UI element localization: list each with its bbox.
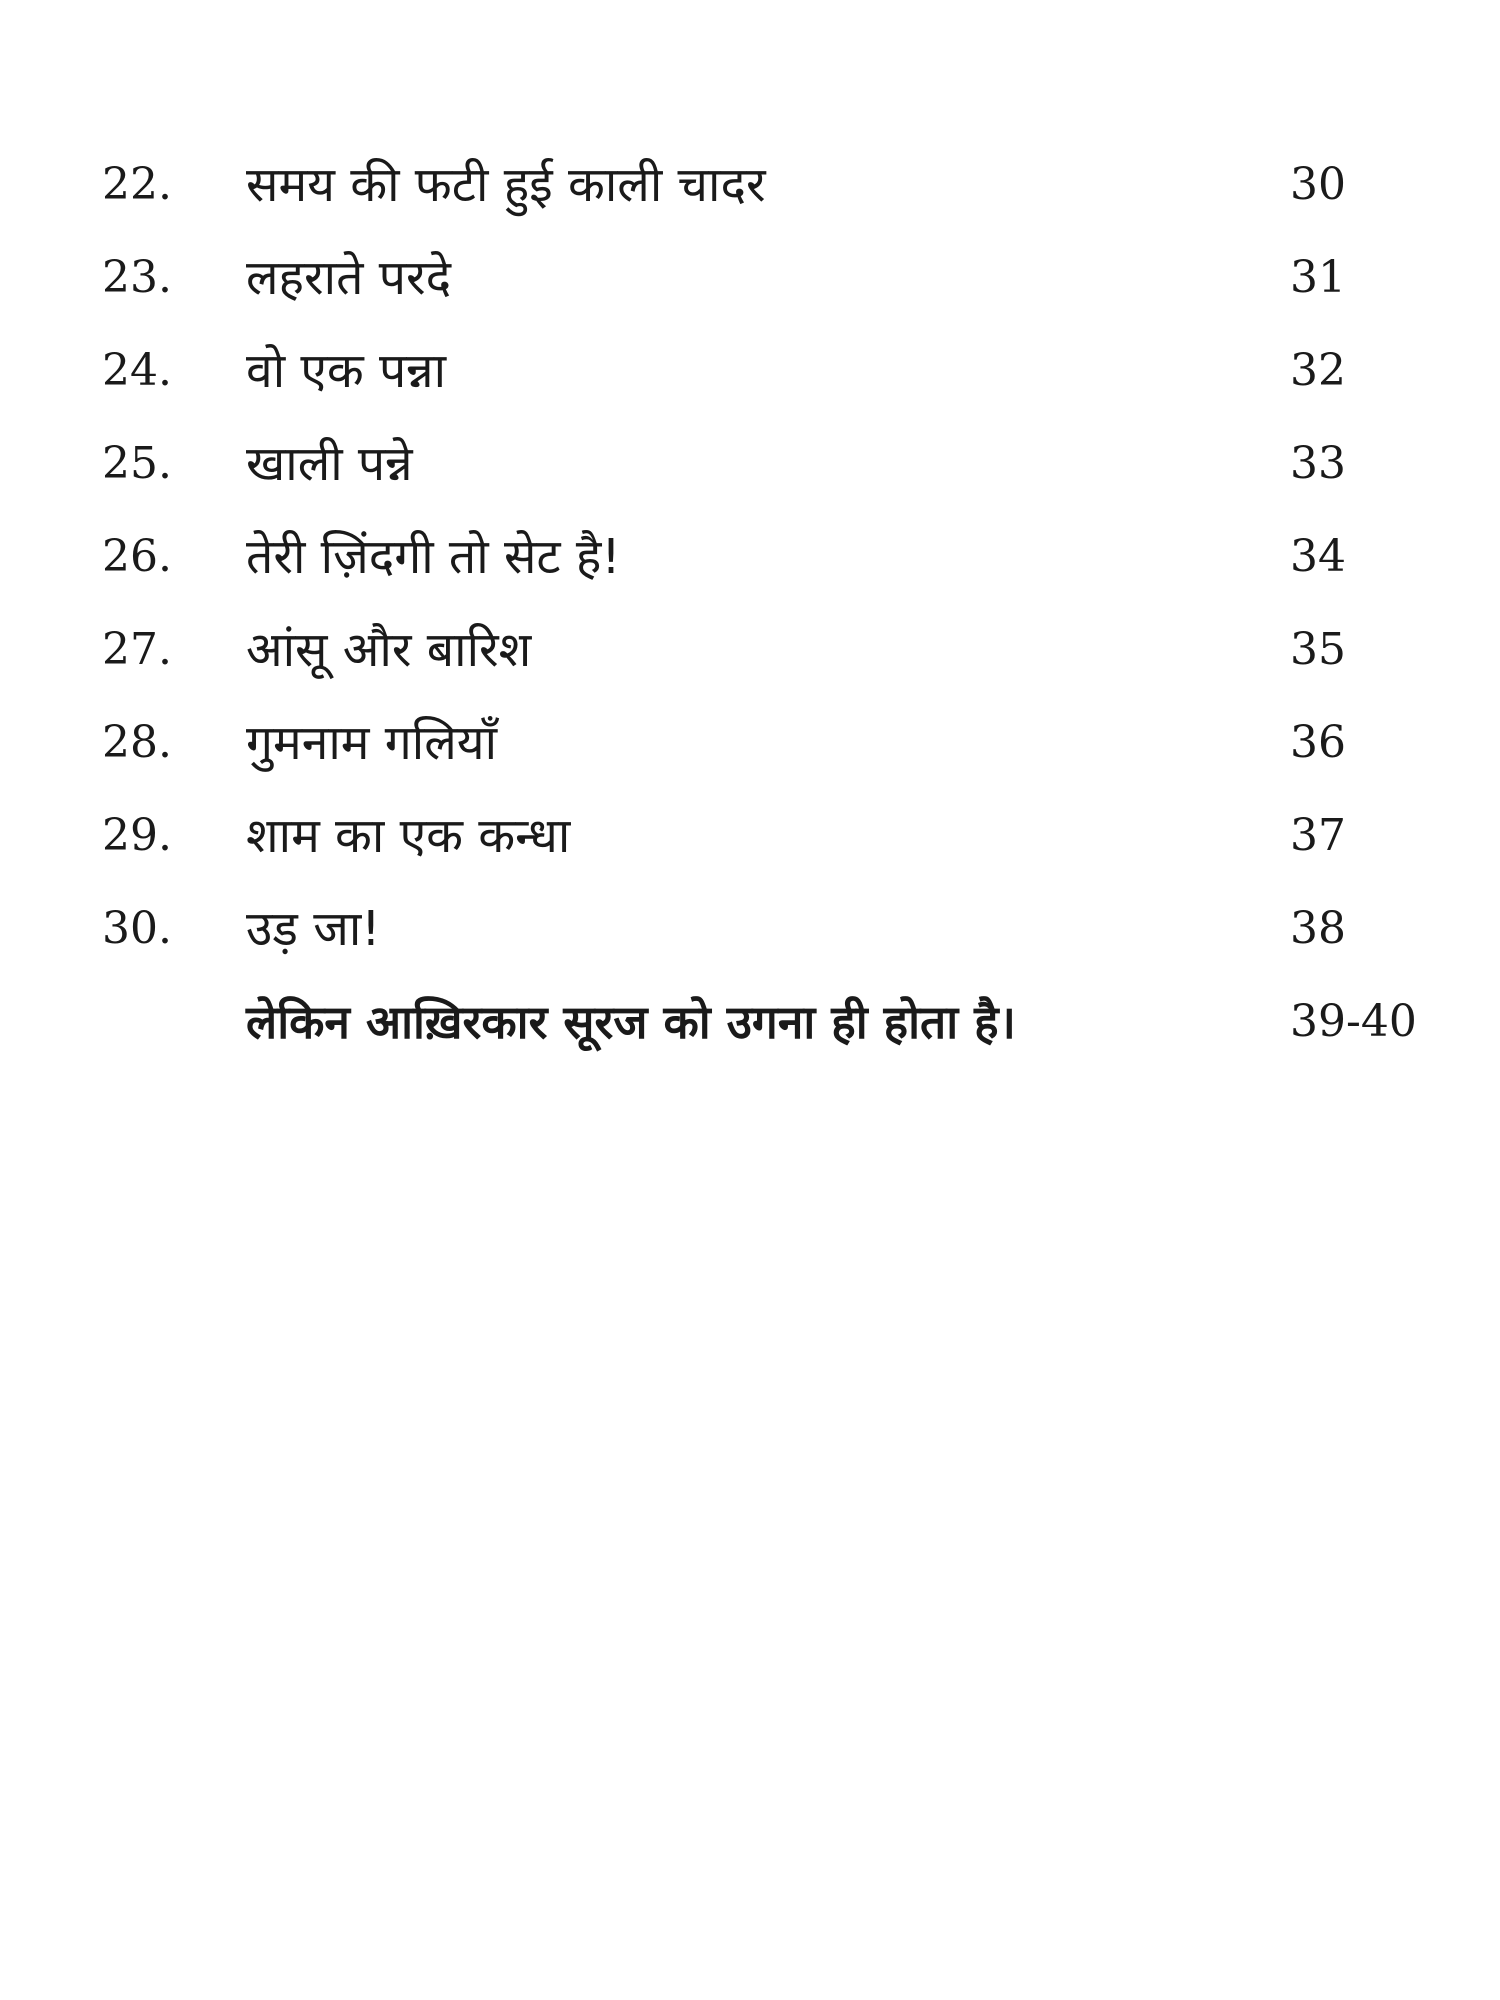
entry-page: 32: [1290, 345, 1346, 396]
toc-entry: [0, 429, 1500, 499]
final-entry-title: लेकिन आख़िरकार सूरज को उगना ही होता है।: [246, 995, 1016, 1049]
toc-entry: [0, 243, 1500, 313]
entry-number: 27.: [102, 624, 172, 675]
entry-number: 28.: [102, 717, 172, 768]
entry-number: 30.: [102, 903, 172, 954]
entry-title: समय की फटी हुई काली चादर: [246, 157, 766, 213]
entry-number: 25.: [102, 438, 172, 489]
toc-entry: [0, 615, 1500, 685]
entry-page: 37: [1290, 810, 1346, 861]
entry-title: उड़ जा!: [246, 901, 381, 957]
entry-page: 30: [1290, 159, 1346, 210]
entry-number: 26.: [102, 531, 172, 582]
entry-page: 33: [1290, 438, 1346, 489]
toc-entry: [0, 894, 1500, 964]
toc-entry: [0, 522, 1500, 592]
entry-title: वो एक पन्ना: [246, 343, 447, 399]
entry-number: 29.: [102, 810, 172, 861]
final-entry-page: 39-40: [1290, 996, 1417, 1047]
entry-title: गुमनाम गलियाँ: [246, 715, 498, 771]
entry-page: 36: [1290, 717, 1346, 768]
entry-page: 35: [1290, 624, 1346, 675]
toc-entry: [0, 708, 1500, 778]
entry-number: 23.: [102, 252, 172, 303]
entry-number: 24.: [102, 345, 172, 396]
entry-title: तेरी ज़िंदगी तो सेट है!: [246, 529, 621, 585]
entry-title: खाली पन्ने: [246, 436, 413, 492]
toc-final-entry: [0, 987, 1500, 1057]
entry-title: शाम का एक कन्धा: [246, 808, 571, 864]
entry-number: 22.: [102, 159, 172, 210]
entry-page: 34: [1290, 531, 1346, 582]
entry-page: 38: [1290, 903, 1346, 954]
toc-entry: [0, 336, 1500, 406]
toc-entry: [0, 150, 1500, 220]
entry-page: 31: [1290, 252, 1346, 303]
entry-title: लहराते परदे: [246, 250, 452, 306]
entry-title: आंसू और बारिश: [246, 622, 532, 678]
toc-entry: [0, 801, 1500, 871]
